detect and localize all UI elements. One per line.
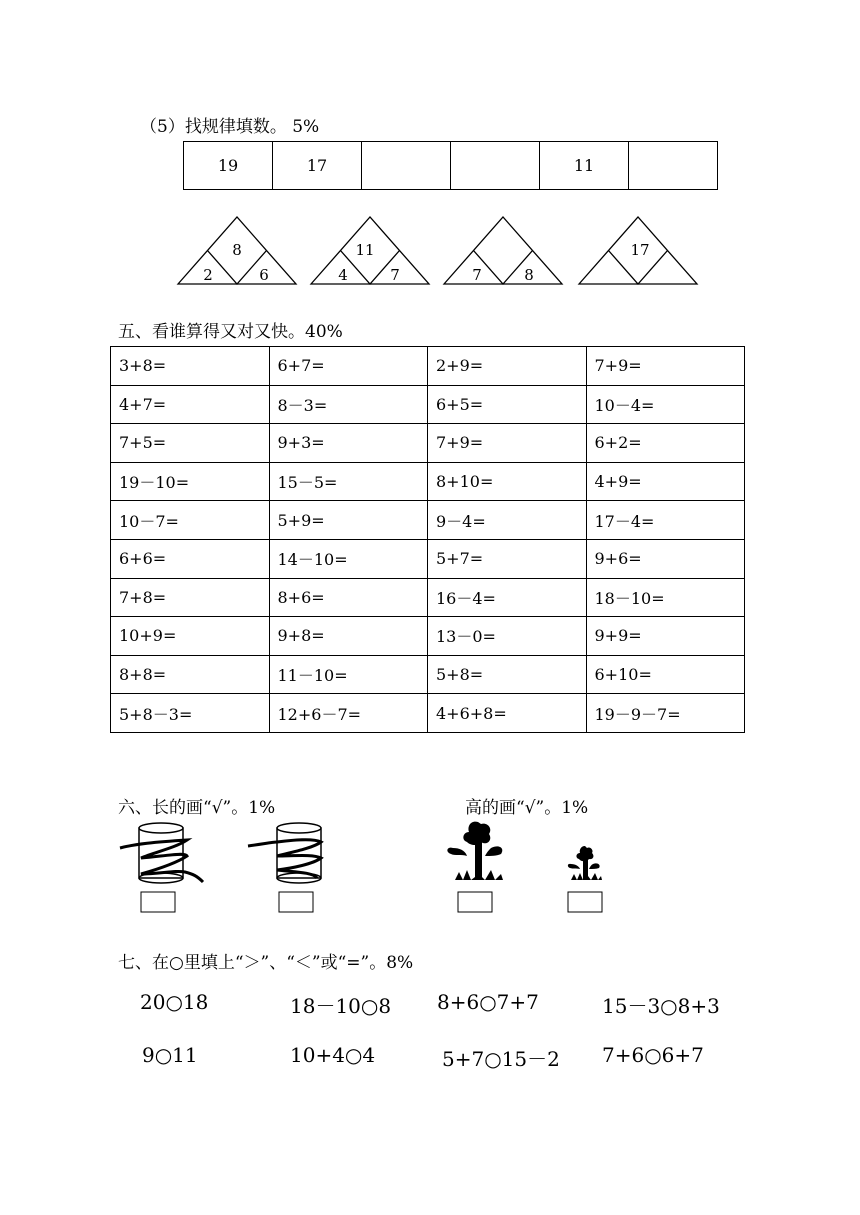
answer-box[interactable] — [279, 892, 313, 912]
triangle-right-number: 6 — [259, 266, 269, 284]
triangle-top-number: 17 — [630, 241, 650, 259]
calc-cell[interactable]: 10－4= — [586, 385, 745, 424]
section-seven-heading: 七、在○里填上“＞”、“＜”或“=”。8% — [118, 953, 414, 973]
tall-tree-icon — [447, 822, 503, 880]
calc-cell[interactable]: 4+7= — [111, 385, 270, 424]
calc-cell[interactable]: 8+8= — [111, 655, 270, 694]
calc-cell[interactable]: 4+9= — [586, 462, 745, 501]
number-triangle-2[interactable] — [311, 217, 429, 284]
calc-cell[interactable]: 17－4= — [586, 501, 745, 540]
calc-cell[interactable]: 8+6= — [269, 578, 428, 617]
compare-item[interactable]: 7+6○6+7 — [602, 1043, 704, 1067]
calc-cell[interactable]: 9+9= — [586, 617, 745, 656]
calc-row — [111, 694, 745, 733]
calc-cell[interactable]: 6+7= — [269, 347, 428, 386]
calc-cell[interactable]: 4+6+8= — [428, 694, 587, 733]
calculation-table — [110, 346, 745, 733]
calc-cell[interactable]: 7+9= — [428, 424, 587, 463]
calc-cell[interactable]: 7+8= — [111, 578, 270, 617]
calc-cell[interactable]: 3+8= — [111, 347, 270, 386]
sequence-cell[interactable]: 17 — [273, 142, 362, 190]
short-tree-icon — [568, 846, 602, 880]
section-five-heading: 五、看谁算得又对又快。40% — [118, 322, 343, 342]
compare-item[interactable]: 5+7○15－2 — [442, 1047, 560, 1071]
triangle-left-number: 2 — [203, 266, 213, 284]
calc-cell[interactable]: 2+9= — [428, 347, 587, 386]
comparison-pictures — [115, 818, 735, 918]
calc-cell[interactable]: 9+8= — [269, 617, 428, 656]
calc-row — [111, 501, 745, 540]
triangle-top-number: 11 — [355, 241, 375, 259]
calc-row — [111, 347, 745, 386]
rope-wrapped-cylinder-icon — [120, 823, 203, 883]
calc-row — [111, 424, 745, 463]
sequence-row — [184, 142, 718, 190]
calc-cell[interactable]: 5+8= — [428, 655, 587, 694]
calc-cell[interactable]: 8+10= — [428, 462, 587, 501]
calc-cell[interactable]: 18－10= — [586, 578, 745, 617]
calc-cell[interactable]: 16－4= — [428, 578, 587, 617]
sequence-cell[interactable] — [451, 142, 540, 190]
sequence-cell[interactable] — [629, 142, 718, 190]
triangle-right-number: 8 — [524, 266, 534, 284]
number-triangle-1[interactable] — [178, 217, 296, 284]
compare-item[interactable]: 9○11 — [142, 1043, 198, 1067]
calc-row — [111, 578, 745, 617]
number-triangles — [170, 212, 710, 292]
calc-cell[interactable]: 19－9－7= — [586, 694, 745, 733]
sequence-cell[interactable] — [362, 142, 451, 190]
calc-cell[interactable]: 9+6= — [586, 539, 745, 578]
compare-item[interactable]: 15－3○8+3 — [602, 994, 720, 1018]
calc-cell[interactable]: 7+5= — [111, 424, 270, 463]
calc-cell[interactable]: 12+6－7= — [269, 694, 428, 733]
calc-row — [111, 385, 745, 424]
calc-cell[interactable]: 14－10= — [269, 539, 428, 578]
triangle-left-number: 7 — [472, 266, 482, 284]
compare-item[interactable]: 10+4○4 — [290, 1043, 376, 1067]
calc-cell[interactable]: 15－5= — [269, 462, 428, 501]
calc-cell[interactable]: 7+9= — [586, 347, 745, 386]
answer-box[interactable] — [141, 892, 175, 912]
calc-cell[interactable]: 6+2= — [586, 424, 745, 463]
calc-cell[interactable]: 5+8－3= — [111, 694, 270, 733]
calc-row — [111, 539, 745, 578]
sequence-cell[interactable]: 11 — [540, 142, 629, 190]
section5-heading: （5）找规律填数。 5% — [140, 117, 320, 137]
section-six-heading-tall: 高的画“√”。1% — [465, 798, 589, 818]
calc-row — [111, 462, 745, 501]
rope-wrapped-cylinder-icon — [248, 823, 321, 883]
calc-row — [111, 617, 745, 656]
compare-item[interactable]: 20○18 — [140, 990, 209, 1014]
number-triangle-3[interactable] — [444, 217, 562, 284]
compare-item[interactable]: 18－10○8 — [290, 994, 392, 1018]
calc-cell[interactable]: 10+9= — [111, 617, 270, 656]
sequence-cell[interactable]: 19 — [184, 142, 273, 190]
calc-cell[interactable]: 13－0= — [428, 617, 587, 656]
calc-cell[interactable]: 9－4= — [428, 501, 587, 540]
section-six-heading-long: 六、长的画“√”。1% — [118, 798, 276, 818]
calc-cell[interactable]: 9+3= — [269, 424, 428, 463]
number-triangle-4[interactable] — [579, 217, 697, 284]
triangle-top-number: 8 — [232, 241, 242, 259]
calc-cell[interactable]: 11－10= — [269, 655, 428, 694]
calc-cell[interactable]: 6+5= — [428, 385, 587, 424]
triangle-right-number: 7 — [390, 266, 400, 284]
calc-cell[interactable]: 8－3= — [269, 385, 428, 424]
calc-row — [111, 655, 745, 694]
answer-box[interactable] — [568, 892, 602, 912]
calc-cell[interactable]: 6+6= — [111, 539, 270, 578]
calc-cell[interactable]: 10－7= — [111, 501, 270, 540]
sequence-table — [183, 141, 718, 190]
calc-cell[interactable]: 19－10= — [111, 462, 270, 501]
triangle-left-number: 4 — [338, 266, 348, 284]
calc-cell[interactable]: 5+9= — [269, 501, 428, 540]
answer-box[interactable] — [458, 892, 492, 912]
compare-item[interactable]: 8+6○7+7 — [437, 990, 539, 1014]
calc-cell[interactable]: 5+7= — [428, 539, 587, 578]
calc-cell[interactable]: 6+10= — [586, 655, 745, 694]
